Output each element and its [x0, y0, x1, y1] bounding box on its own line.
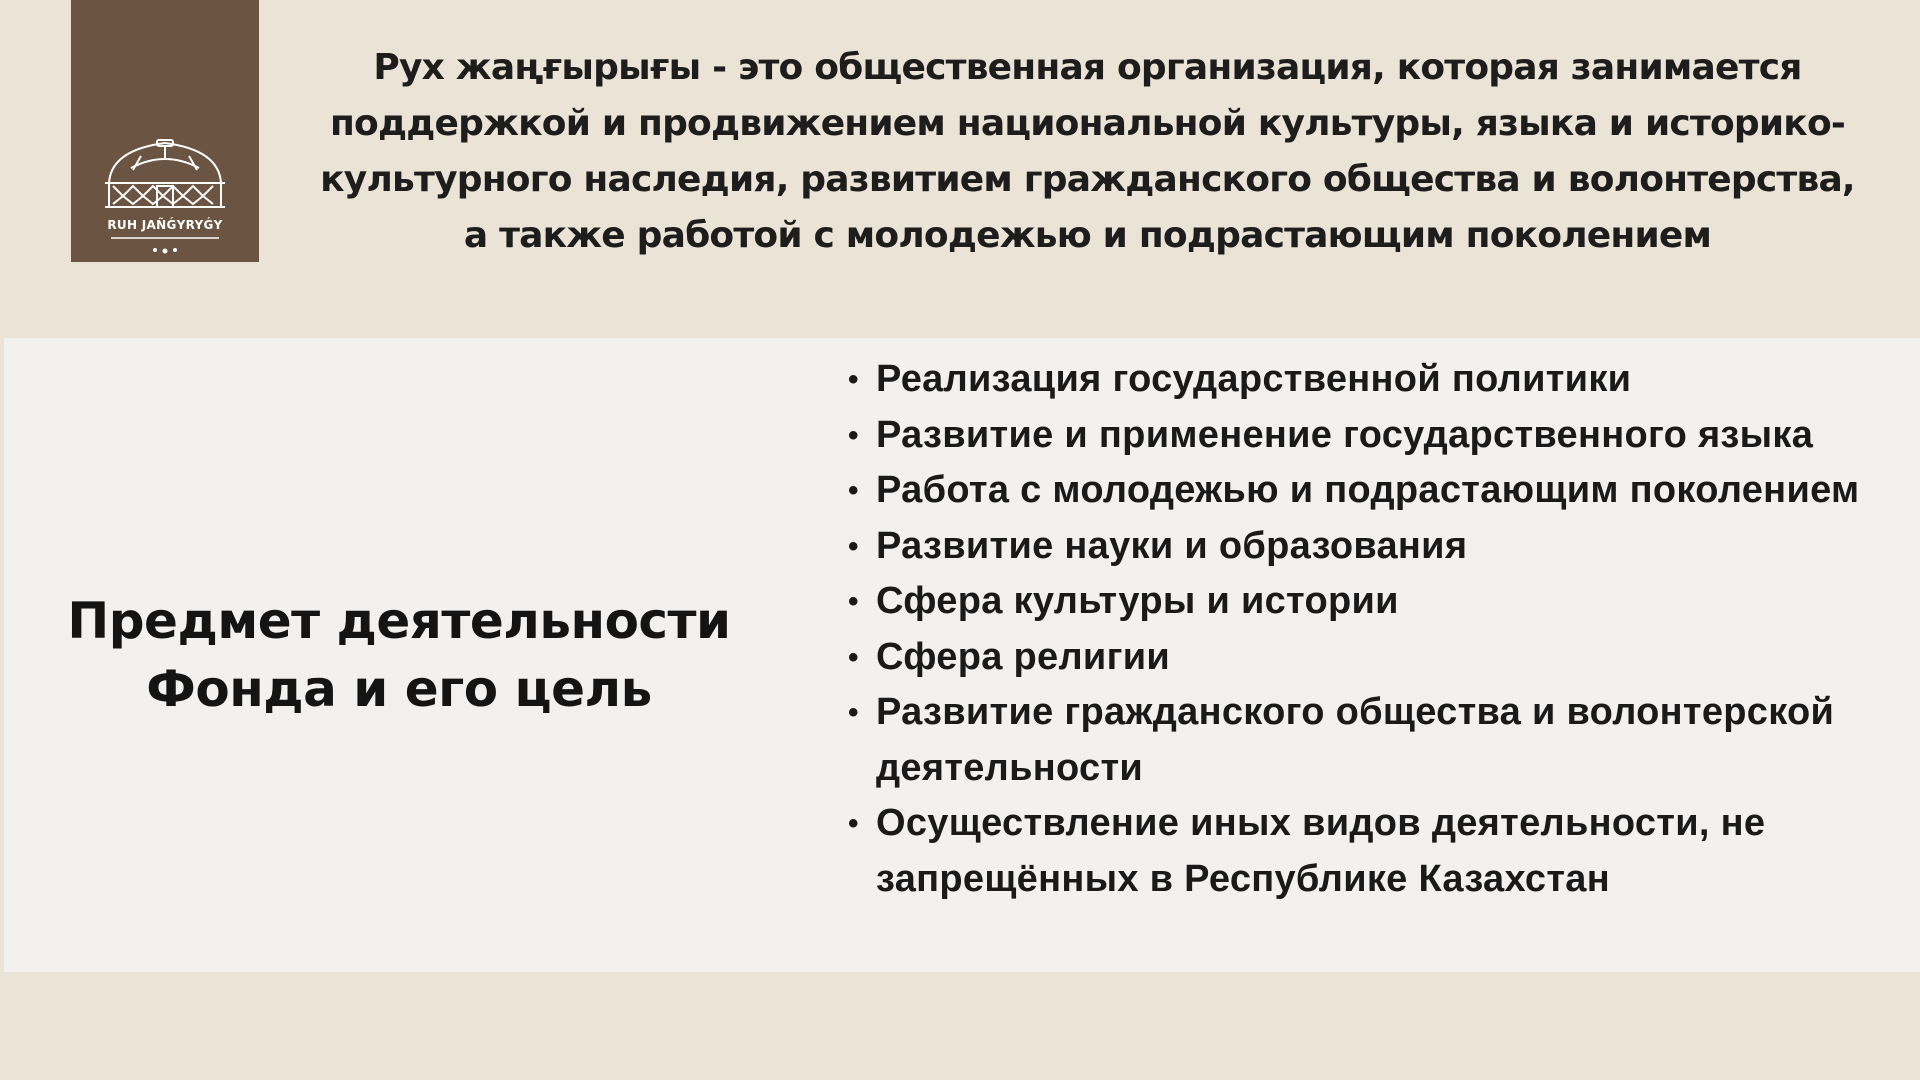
list-item-text: Развитие и применение государственного языка — [876, 413, 1814, 456]
list-item — [846, 685, 1906, 796]
bullet-icon: • — [848, 640, 859, 674]
bullet-icon: • — [848, 363, 859, 396]
intro-line: Рух жаңғырығы - это общественная организация, которая занимается — [373, 47, 1802, 88]
list-item-text: Сфера культуры и истории — [876, 580, 1399, 622]
list-item-text: Развитие науки и образования — [876, 524, 1468, 567]
list-item-text: Работа с молодежью и подрастающим поколением — [876, 469, 1860, 511]
section-title-line: Предмет деятельности — [67, 592, 731, 650]
bullet-icon: • — [848, 696, 859, 729]
list-item — [846, 352, 1906, 408]
bullet-icon: • — [848, 418, 859, 452]
list-item — [846, 630, 1906, 686]
intro-line: культурного наследия, развитием гражданского общества и волонтерства, — [320, 159, 1855, 200]
list-item-text: Осуществление иных видов деятельности, не запрещённых в Республике Казахстан — [876, 802, 1766, 900]
bullet-icon: • — [848, 529, 859, 563]
section-heading — [4, 338, 794, 972]
activities-panel — [4, 338, 1920, 972]
list-item — [846, 796, 1906, 907]
list-item-text: Развитие гражданского общества и волонтерской деятельности — [876, 691, 1835, 789]
intro-line: поддержкой и продвижением национальной культуры, языка и историко- — [329, 103, 1846, 144]
list-item-text: Реализация государственной политики — [876, 358, 1632, 400]
list-item-text: Сфера религии — [876, 635, 1171, 678]
intro-text — [300, 40, 1875, 264]
activities-list — [846, 352, 1906, 907]
bullet-icon: • — [848, 807, 859, 840]
section-title-line: Фонда и его цель — [146, 660, 652, 718]
bullet-icon: • — [848, 585, 859, 618]
intro-line: а также работой с молодежью и подрастающим поколением — [463, 215, 1712, 256]
list-item — [846, 408, 1906, 464]
list-item — [846, 463, 1906, 519]
logo-text: RUH JAÑǴYRYǴY — [107, 218, 223, 232]
bullet-icon: • — [848, 474, 859, 507]
list-item — [846, 519, 1906, 575]
list-item — [846, 574, 1906, 630]
logo — [71, 0, 259, 262]
